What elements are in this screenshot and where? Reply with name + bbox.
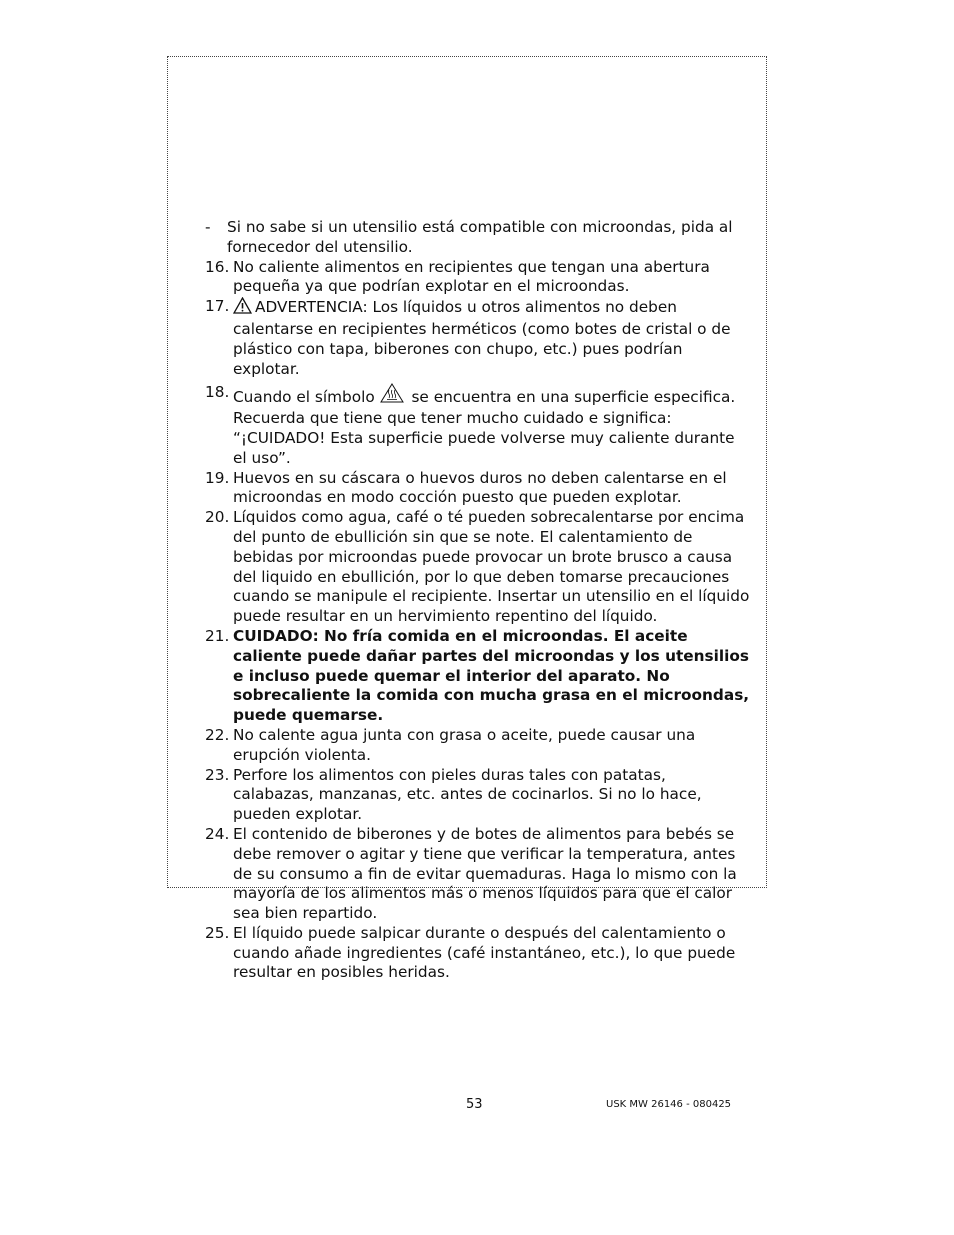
list-marker: 18.: [205, 383, 230, 402]
list-item: [205, 766, 750, 825]
list-item-text: ADVERTENCIA: Los líquidos u otros alimentos no deben calentarse en recipientes herméticos (como botes de cristal o de plástico con tapa, biberones con chupo, etc.) pues podrían explotar.: [233, 298, 731, 378]
list-item: [205, 627, 750, 726]
list-marker: -: [205, 218, 211, 236]
warning-triangle-icon: [233, 297, 252, 320]
list-item: [205, 924, 750, 983]
list-item: [205, 258, 750, 298]
list-item: [205, 825, 750, 924]
list-item-text: No caliente alimentos en recipientes que tengan una abertura pequeña ya que podrían explotar en el microondas.: [233, 257, 710, 296]
page-number: 53: [466, 1097, 483, 1112]
list-marker: 16.: [205, 257, 230, 276]
list-marker: 17.: [205, 297, 230, 316]
list-item-text: Si no sabe si un utensilio está compatible con microondas, pida al fornecedor del utensilio.: [227, 218, 733, 256]
list-item: [205, 508, 750, 627]
list-marker: 25.: [205, 923, 230, 942]
list-item-text: Cuando el símbolo: [233, 388, 375, 407]
list-marker: 23.: [205, 765, 230, 784]
list-item-text: Líquidos como agua, café o té pueden sobrecalentarse por encima del punto de ebullición sin que se note. El calentamiento de bebidas por microondas puede provocar un brote brusco a causa del liquido en ebullición, por lo que deben tomarse precauciones cuando se manipule el recipiente. Insertar un utensilio en el líquido puede resultar en un hervimiento repentino del líquido.: [233, 508, 750, 626]
instruction-list: [205, 218, 750, 983]
list-marker: 19.: [205, 468, 230, 487]
list-item-text: Huevos en su cáscara o huevos duros no deben calentarse en el microondas en modo cocción puesto que pueden explotar.: [233, 468, 727, 507]
list-marker: 20.: [205, 508, 230, 527]
list-item-text: No calente agua junta con grasa o aceite, puede causar una erupción violenta.: [233, 725, 696, 764]
list-item: [205, 297, 750, 379]
list-item-text: se encuentra en una superficie especifica. Recuerda que tiene que tener mucho cuidado e significa: “¡CUIDADO! Esta superficie puede volverse muy caliente durante el uso”.: [233, 388, 736, 467]
list-item-text: CUIDADO: No fría comida en el microondas. El aceite caliente puede dañar partes del microondas y los utensilios e incluso puede quemar el interior del aparato. No sobrecaliente la comida con mucha grasa en el microondas, puede quemarse.: [233, 626, 750, 725]
list-item: [205, 383, 750, 468]
list-item-text: El contenido de biberones y de botes de alimentos para bebés se debe remover o agitar y tiene que verificar la temperatura, antes de su consumo a fin de evitar quemaduras. Haga lo mismo con la mayoría de los alimentos más o menos líquidos para que el calor sea bien repartido.: [233, 824, 737, 923]
list-item-text: Perfore los alimentos con pieles duras tales con patatas, calabazas, manzanas, etc. antes de cocinarlos. Si no lo hace, pueden explotar.: [233, 765, 702, 824]
list-marker: 21.: [205, 626, 230, 645]
list-item: [205, 726, 750, 766]
list-item: [205, 218, 750, 258]
hot-surface-icon: [380, 383, 404, 409]
list-item-text: El líquido puede salpicar durante o después del calentamiento o cuando añade ingredientes (café instantáneo, etc.), lo que puede resultar en posibles heridas.: [233, 923, 736, 982]
list-marker: 24.: [205, 824, 230, 843]
list-marker: 22.: [205, 725, 230, 744]
document-reference: USK MW 26146 - 080425: [606, 1099, 732, 1110]
list-item: [205, 469, 750, 509]
